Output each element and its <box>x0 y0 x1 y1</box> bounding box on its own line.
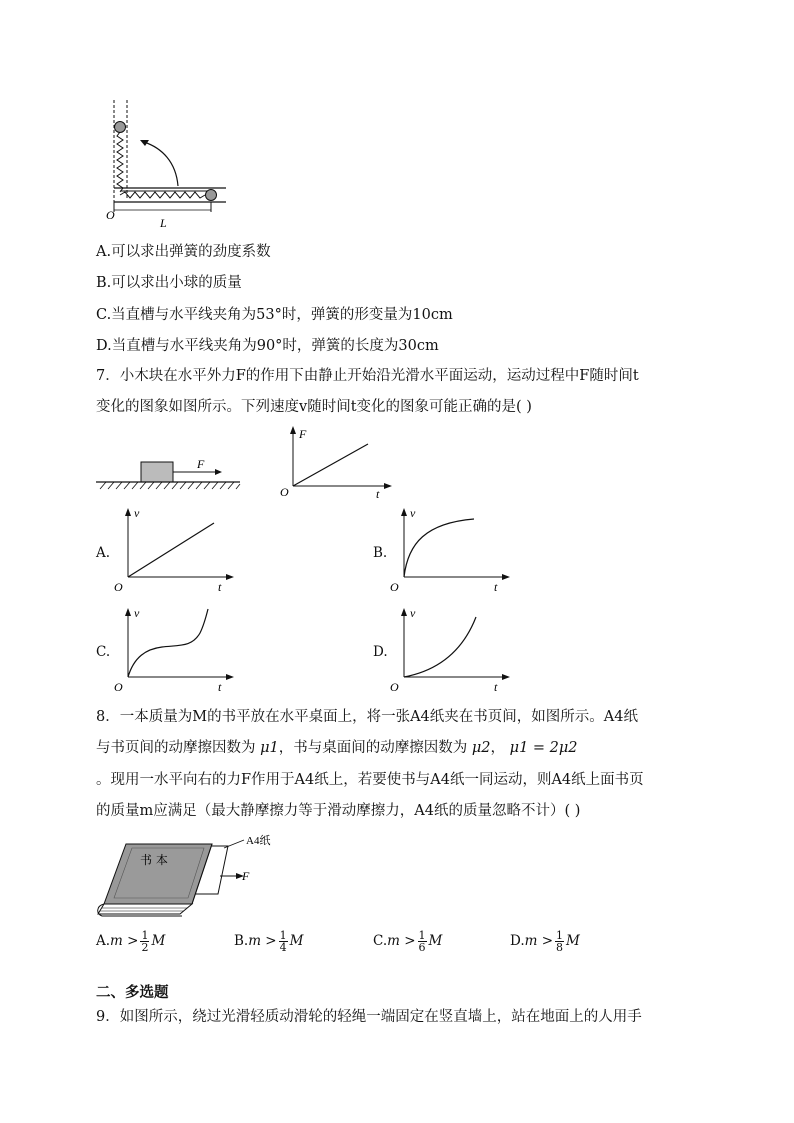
v-t-curve-c <box>128 609 208 677</box>
svg-text:t: t <box>494 580 498 594</box>
v-t-curve-a <box>128 523 214 577</box>
section-title-multiple-choice: 二、多选题 <box>96 985 169 1001</box>
book-title: 书 本 <box>140 853 168 867</box>
v-t-graph-d <box>386 603 514 695</box>
f-t-graph-origin: O <box>280 485 289 499</box>
q7-option-b-letter: B. <box>373 545 388 561</box>
f-t-graph-x-label: t <box>376 487 380 500</box>
q8-stem-line4: 的质量m应满足（最大静摩擦力等于滑动摩擦力，A4纸的质量忽略不计）( ) <box>96 803 581 819</box>
svg-text:v: v <box>134 606 140 620</box>
q9-stem-line1: 9．如图所示，绕过光滑轻质动滑轮的轻绳一端固定在竖直墙上，站在地面上的人用手 <box>96 1009 642 1025</box>
svg-text:v: v <box>410 606 416 620</box>
svg-text:t: t <box>218 580 222 594</box>
spring-fig-label-o: O <box>106 208 115 222</box>
q7-option-d-letter: D. <box>373 644 388 660</box>
v-t-curve-b <box>404 519 474 577</box>
svg-text:v: v <box>134 506 140 520</box>
block-force-label: F <box>197 457 205 471</box>
q7-stem-line2: 变化的图象如图所示。下列速度v随时间t变化的图象可能正确的是( ) <box>96 399 532 415</box>
book-force-label: F <box>242 869 250 883</box>
q8-option-a: A.m > $\frac{1}{2}$ M <box>96 929 166 954</box>
q8-option-b: B.m > $\frac{1}{4}$ M <box>234 929 304 954</box>
mu1-symbol: μ1 <box>260 740 279 756</box>
svg-text:t: t <box>218 680 222 694</box>
mu2-symbol: μ2 <box>471 740 491 756</box>
spring-groove-figure <box>100 96 235 230</box>
a4-paper-label: A4纸 <box>246 835 271 847</box>
q7-stem-line1: 7．小木块在水平外力F的作用下由静止开始沿光滑水平面运动，运动过程中F随时间t <box>96 368 639 384</box>
v-t-curve-d <box>404 617 476 677</box>
q8-stem-line3: 。现用一水平向右的力F作用于A4纸上，若要使书与A4纸一同运动，则A4纸上面书页 <box>96 772 644 788</box>
spring-fig-label-l: L <box>160 216 167 230</box>
block-on-ground-figure <box>96 455 242 495</box>
v-t-graph-b <box>386 503 514 595</box>
v-t-graph-c <box>110 603 238 695</box>
mu-relation: μ1 = 2μ2 <box>509 740 578 756</box>
book-figure <box>96 830 286 922</box>
q7-option-c-letter: C. <box>96 644 111 660</box>
svg-text:t: t <box>494 680 498 694</box>
q6-option-a: A.可以求出弹簧的劲度系数 <box>96 244 271 260</box>
svg-text:v: v <box>410 506 416 520</box>
q7-option-a-letter: A. <box>96 545 111 561</box>
q6-option-c: C.当直槽与水平线夹角为53°时，弹簧的形变量为10cm <box>96 307 453 323</box>
q8-stem-line1: 8．一本质量为M的书平放在水平桌面上，将一张A4纸夹在书页间，如图所示。A4纸 <box>96 709 638 725</box>
f-t-graph <box>276 424 394 500</box>
v-t-graph-a <box>110 503 238 595</box>
q6-option-b: B.可以求出小球的质量 <box>96 275 242 291</box>
svg-text:O: O <box>114 580 123 594</box>
f-t-graph-y-label: F <box>299 427 307 441</box>
q6-option-d: D.当直槽与水平线夹角为90°时，弹簧的长度为30cm <box>96 338 439 354</box>
q8-stem-line2: 与书页间的动摩擦因数为 μ1，书与桌面间的动摩擦因数为 μ2， μ1 = 2μ2 <box>96 740 578 756</box>
svg-text:O: O <box>390 680 399 694</box>
q8-option-c: C.m > $\frac{1}{6}$ M <box>373 929 443 954</box>
svg-text:O: O <box>114 680 123 694</box>
svg-text:O: O <box>390 580 399 594</box>
q8-option-d: D.m > $\frac{1}{8}$ M <box>510 929 580 954</box>
